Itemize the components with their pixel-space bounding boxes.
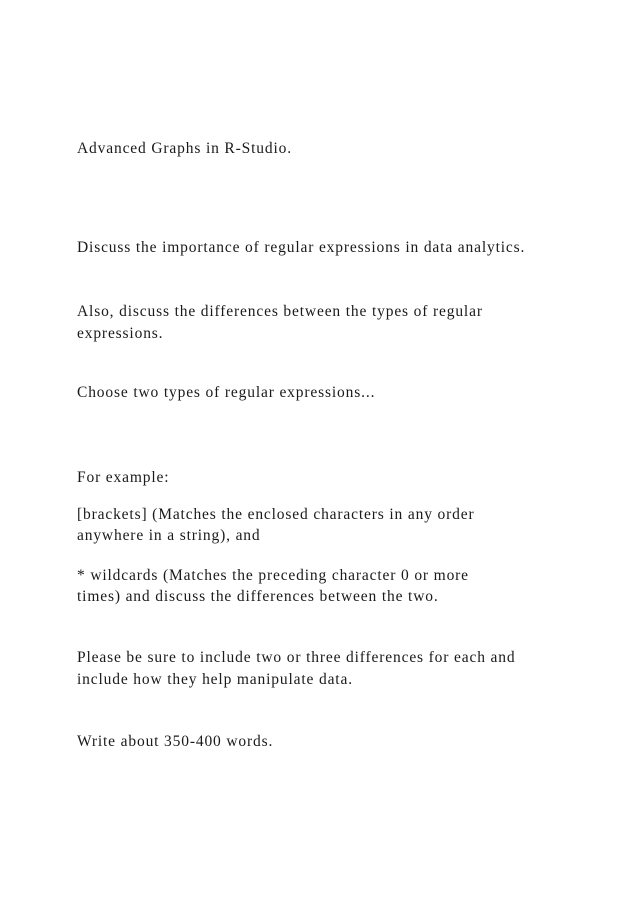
example-brackets-line-1: [brackets] (Matches the enclosed characters in any order bbox=[77, 506, 475, 523]
example-wildcards-line-1: * wildcards (Matches the preceding character 0 or more bbox=[77, 567, 469, 584]
prompt-differences-line-1: Also, discuss the differences between the types of regular bbox=[77, 303, 483, 320]
instruction-line-2: include how they help manipulate data. bbox=[77, 671, 353, 688]
prompt-differences-line-2: expressions. bbox=[77, 325, 164, 342]
prompt-choose-two: Choose two types of regular expressions... bbox=[77, 384, 376, 401]
example-wildcards-line-2: times) and discuss the differences between the two. bbox=[77, 588, 439, 605]
example-brackets-line-2: anywhere in a string), and bbox=[77, 527, 261, 544]
prompt-importance: Discuss the importance of regular expressions in data analytics. bbox=[77, 239, 526, 256]
word-count-requirement: Write about 350-400 words. bbox=[77, 733, 274, 750]
example-heading: For example: bbox=[77, 469, 170, 486]
instruction-line-1: Please be sure to include two or three differences for each and bbox=[77, 649, 516, 666]
document-title: Advanced Graphs in R-Studio. bbox=[77, 140, 292, 157]
